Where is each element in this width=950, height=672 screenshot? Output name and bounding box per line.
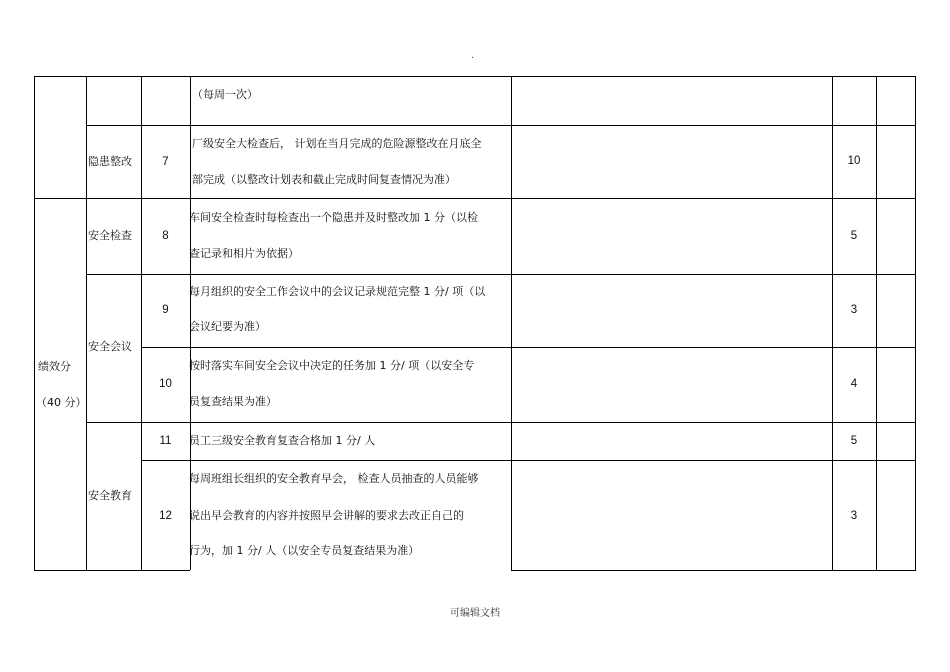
content-text: 员工三级安全教育复查合格加 1 分/ 人 [189,434,376,447]
item-number: 10 [159,378,172,390]
rule [141,347,916,348]
score-value: 5 [850,435,858,447]
rule [876,76,877,570]
rule [34,198,916,199]
rule [141,460,916,461]
score-value: 3 [850,510,858,522]
rule [86,125,916,126]
item-number: 11 [159,435,172,447]
score-value: 10 [847,155,861,167]
item-number: 9 [162,304,169,316]
rule [34,570,190,571]
rule [511,76,512,570]
category-points: （40 分） [36,396,87,409]
content-text: 车间安全检查时每检查出一个隐患并及时整改加 1 分（以检 [189,211,478,224]
content-text: 说出早会教育的内容并按照早会讲解的要求去改正自己的 [189,509,464,522]
content-text: 员复查结果为准） [189,395,277,408]
item-number: 12 [159,510,172,522]
content-text: 每月组织的安全工作会议中的会议记录规范完整 1 分/ 项（以 [189,285,486,298]
content-text: 按时落实车间安全会议中决定的任务加 1 分/ 项（以安全专 [189,359,475,372]
rule [86,422,916,423]
item-number: 7 [162,156,169,168]
score-value: 5 [850,230,858,242]
rule [86,274,916,275]
content-text: 会议纪要为准） [189,320,266,333]
content-text: 部完成（以整改计划表和截止完成时间复查情况为准） [192,173,456,186]
score-value: 3 [850,304,858,316]
rule [915,76,916,570]
item-label: 隐患整改 [88,155,132,168]
content-text: 查记录和相片为依据） [189,247,299,260]
category-label: 绩效分 [38,360,71,373]
rule [34,76,916,77]
item-label: 安全教育 [88,489,132,502]
rule [832,76,833,570]
footer-text: 可编辑文档 [450,608,500,619]
item-number: 8 [162,230,169,242]
item-label: 安全会议 [88,340,132,353]
content-text: 行为，加 1 分/ 人（以安全专员复查结果为准） [189,544,420,557]
page-mark: . [471,50,475,61]
rule [141,76,142,570]
item-label: 安全检查 [88,229,132,242]
score-value: 4 [850,378,858,390]
rule [34,76,35,570]
rule [511,570,916,571]
content-text: 厂级安全大检查后， 计划在当月完成的危险源整改在月底全 [192,137,482,150]
content-text: （每周一次） [192,88,258,101]
content-text: 每周班组长组织的安全教育早会， 检查人员抽查的人员能够 [189,472,479,485]
rule [86,76,87,570]
